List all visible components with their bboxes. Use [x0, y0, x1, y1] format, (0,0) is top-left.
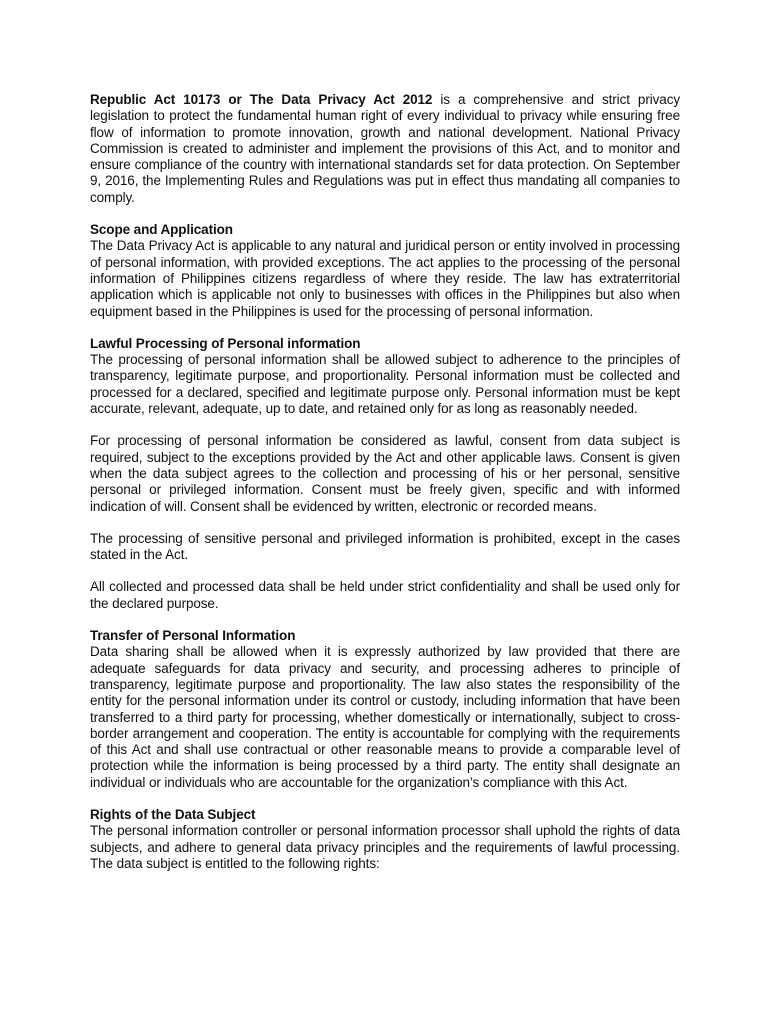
lawful-paragraph-4: All collected and processed data shall be held under strict confidentiality and shall be used only for the declared purpose. [90, 579, 680, 611]
lawful-heading: Lawful Processing of Personal information [90, 335, 361, 351]
scope-section [90, 222, 680, 320]
rights-heading: Rights of the Data Subject [90, 806, 256, 822]
scope-paragraph: The Data Privacy Act is applicable to any natural and juridical person or entity involved in processing of personal information, with provided exceptions. The act applies to the processing of the personal information of Philippines citizens regardless of where they reside. The law has extraterritorial application which is applicable not only to businesses with offices in the Philippines but also when equipment based in the Philippines is used for the processing of personal information. [90, 238, 680, 319]
intro-text: is a comprehensive and strict privacy legislation to protect the fundamental human right of every individual to privacy while ensuring free flow of information to promote innovation, growth and national development. National Privacy Commission is created to administer and implement the provisions of this Act, and to monitor and ensure compliance of the country with international standards set for data protection. On September 9, 2016, the Implementing Rules and Regulations was put in effect thus mandating all companies to comply. [90, 92, 680, 205]
lawful-section [90, 336, 680, 612]
document-page [90, 92, 680, 888]
transfer-section [90, 628, 680, 791]
transfer-paragraph: Data sharing shall be allowed when it is expressly authorized by law provided that there are adequate safeguards for data privacy and security, and processing adheres to principle of transparency, legitimate purpose and proportionality. The law also states the responsibility of the entity for the personal information under its control or custody, including information that have been transferred to a third party for processing, whether domestically or internationally, subject to cross-border arrangement and cooperation. The entity is accountable for complying with the requirements of this Act and shall use contractual or other reasonable means to provide a comparable level of protection while the information is being processed by a third party. The entity shall designate an individual or individuals who are accountable for the organization’s compliance with this Act. [90, 644, 680, 790]
intro-lead: Republic Act 10173 or The Data Privacy Act 2012 [90, 92, 433, 107]
lawful-paragraph-2: For processing of personal information be considered as lawful, consent from data subject is required, subject to the exceptions provided by the Act and other applicable laws. Consent is given when the data subject agrees to the collection and processing of his or her personal, sensitive personal or privileged information. Consent must be freely given, specific and with informed indication of will. Consent shall be evidenced by written, electronic or recorded means. [90, 433, 680, 514]
rights-section [90, 807, 680, 872]
lawful-paragraph-3: The processing of sensitive personal and privileged information is prohibited, except in the cases stated in the Act. [90, 530, 680, 563]
lawful-paragraph-1: The processing of personal information shall be allowed subject to adherence to the principles of transparency, legitimate purpose, and proportionality. Personal information must be collected and processed for a declared, specified and legitimate purpose only. Personal information must be kept accurate, relevant, adequate, up to date, and retained only for as long as reasonably needed. [90, 352, 680, 417]
rights-paragraph: The personal information controller or personal information processor shall uphold the rights of data subjects, and adhere to general data privacy principles and the requirements of lawful processing. The data subject is entitled to the following rights: [90, 823, 680, 871]
scope-heading: Scope and Application [90, 222, 233, 238]
transfer-heading: Transfer of Personal Information [90, 628, 296, 644]
intro-paragraph [90, 92, 680, 206]
